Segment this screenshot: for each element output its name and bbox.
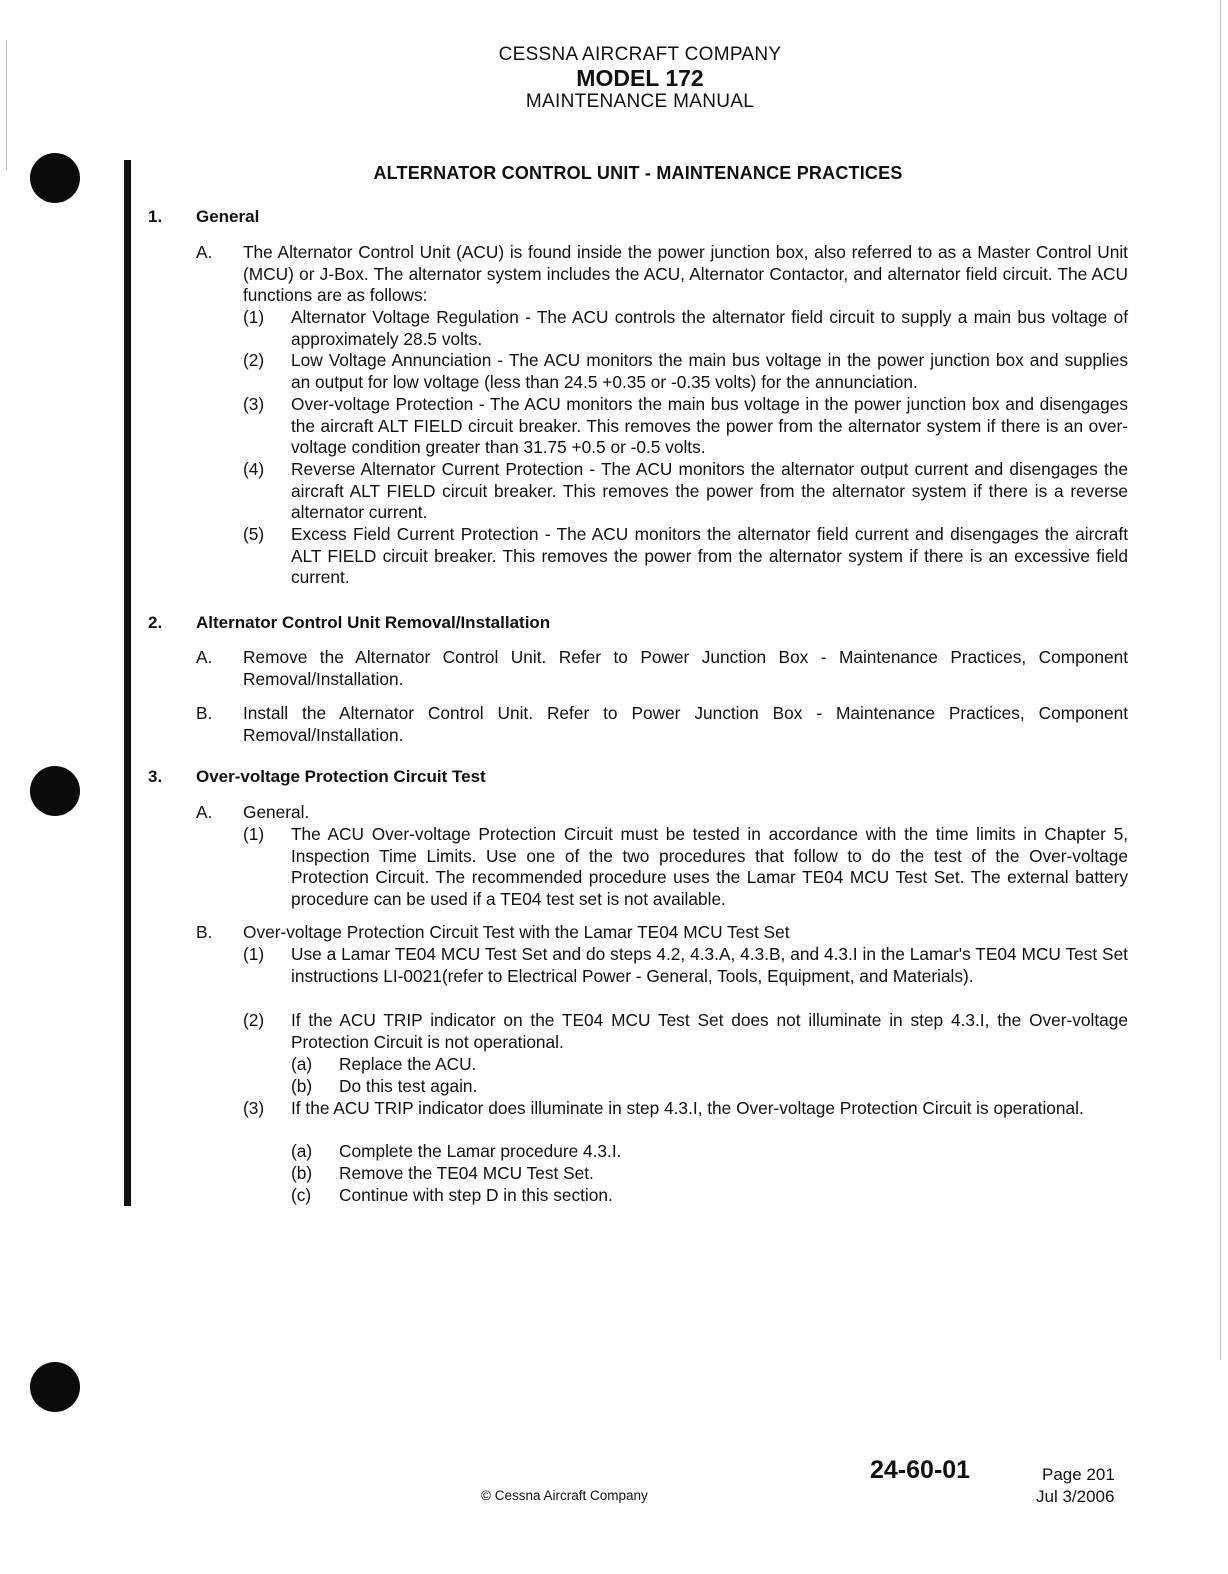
subitem-text: Use a Lamar TE04 MCU Test Set and do steps 4.2, 4.3.A, 4.3.B, and 4.3.I in the Lamar's TE04 MCU Test Set instructions LI-0021(refer to Electrical Power - General, Tools, Equipment, and Materials).	[291, 944, 1128, 986]
binder-hole-middle	[30, 766, 80, 816]
step-label: (c)	[291, 1185, 312, 1205]
subitem-label: (3)	[243, 1098, 265, 1118]
subitem-label: (4)	[243, 459, 265, 479]
item-label: A.	[196, 802, 213, 822]
section-title: Over-voltage Protection Circuit Test	[196, 767, 486, 786]
step-text: Do this test again.	[339, 1076, 478, 1096]
step-label: (a)	[291, 1054, 313, 1074]
revision-change-bar	[124, 160, 131, 1206]
item-label: B.	[196, 922, 213, 942]
subitem-text: Reverse Alternator Current Protection - The ACU monitors the alternator output current and disengages the aircraft ALT FIELD circuit breaker. This removes the power from the alternator system if there is a reverse alternator current.	[291, 459, 1128, 523]
item-label: A.	[196, 242, 213, 262]
item-text: Remove the Alternator Control Unit. Refer to Power Junction Box - Maintenance Practices, Component Removal/Installation.	[243, 647, 1128, 689]
subitem-text: Over-voltage Protection - The ACU monitors the main bus voltage in the power junction box and disengages the aircraft ALT FIELD circuit breaker. This removes the power from the alternator system if there is an over-voltage condition greater than 31.75 +0.5 or -0.5 volts.	[291, 394, 1128, 458]
model-name: MODEL 172	[576, 65, 704, 91]
revision-date: Jul 3/2006	[1036, 1487, 1115, 1506]
binder-hole-bottom	[30, 1362, 80, 1412]
step-text: Continue with step D in this section.	[339, 1185, 613, 1205]
subitem-text: The ACU Over-voltage Protection Circuit must be tested in accordance with the time limits in Chapter 5, Inspection Time Limits. Use one of the two procedures that follow to do the test of the Over-voltage Protection Circuit. The recommended procedure uses the Lamar TE04 MCU Test Set. The external battery procedure can be used if a TE04 test set is not available.	[291, 824, 1128, 909]
section-title: Alternator Control Unit Removal/Installation	[196, 613, 551, 632]
step-label: (b)	[291, 1076, 313, 1096]
step-text: Complete the Lamar procedure 4.3.I.	[339, 1141, 622, 1161]
step-label: (a)	[291, 1141, 313, 1161]
subitem-label: (1)	[243, 944, 265, 964]
item-label: B.	[196, 703, 213, 723]
item-text: Install the Alternator Control Unit. Refer to Power Junction Box - Maintenance Practices, Component Removal/Installation.	[243, 703, 1128, 745]
document-code: 24-60-01	[870, 1456, 971, 1484]
page-number: Page 201	[1042, 1465, 1115, 1484]
subitem-label: (1)	[243, 307, 265, 327]
company-name: CESSNA AIRCRAFT COMPANY	[498, 44, 782, 65]
subitem-label: (1)	[243, 824, 265, 844]
step-text: Remove the TE04 MCU Test Set.	[339, 1163, 594, 1183]
item-label: A.	[196, 647, 213, 667]
subitem-label: (3)	[243, 394, 265, 414]
section-number: 1.	[148, 207, 163, 226]
subitem-text: Low Voltage Annunciation - The ACU monitors the main bus voltage in the power junction box and supplies an output for low voltage (less than 24.5 +0.35 or -0.35 volts) for the annunciation.	[291, 350, 1128, 392]
item-text: Over-voltage Protection Circuit Test with the Lamar TE04 MCU Test Set	[243, 922, 790, 942]
item-text: The Alternator Control Unit (ACU) is found inside the power junction box, also referred to as a Master Control Unit (MCU) or J-Box. The alternator system includes the ACU, Alternator Contactor, and alternator field circuit. The ACU functions are as follows:	[243, 242, 1128, 306]
section-title: General	[196, 207, 260, 226]
subitem-label: (5)	[243, 524, 265, 544]
subitem-text: If the ACU TRIP indicator on the TE04 MCU Test Set does not illuminate in step 4.3.I, the Over-voltage Protection Circuit is not operational.	[291, 1010, 1128, 1052]
subitem-label: (2)	[243, 350, 265, 370]
section-number: 3.	[148, 767, 163, 786]
scan-edge-mark	[1220, 0, 1221, 1360]
page-title: ALTERNATOR CONTROL UNIT - MAINTENANCE PRACTICES	[373, 163, 903, 183]
item-text: General.	[243, 802, 310, 822]
manual-name: MAINTENANCE MANUAL	[525, 91, 755, 112]
step-text: Replace the ACU.	[339, 1054, 477, 1074]
subitem-text: Excess Field Current Protection - The ACU monitors the alternator field current and disengages the aircraft ALT FIELD circuit breaker. This removes the power from the alternator system if there is an excessive field current.	[291, 524, 1128, 588]
section-number: 2.	[148, 613, 163, 632]
copyright-notice: © Cessna Aircraft Company	[481, 1488, 648, 1503]
step-label: (b)	[291, 1163, 313, 1183]
subitem-text: Alternator Voltage Regulation - The ACU controls the alternator field circuit to supply a main bus voltage of approximately 28.5 volts.	[291, 307, 1128, 349]
subitem-text: If the ACU TRIP indicator does illuminate in step 4.3.I, the Over-voltage Protection Circuit is operational.	[291, 1098, 1084, 1118]
subitem-label: (2)	[243, 1010, 265, 1030]
